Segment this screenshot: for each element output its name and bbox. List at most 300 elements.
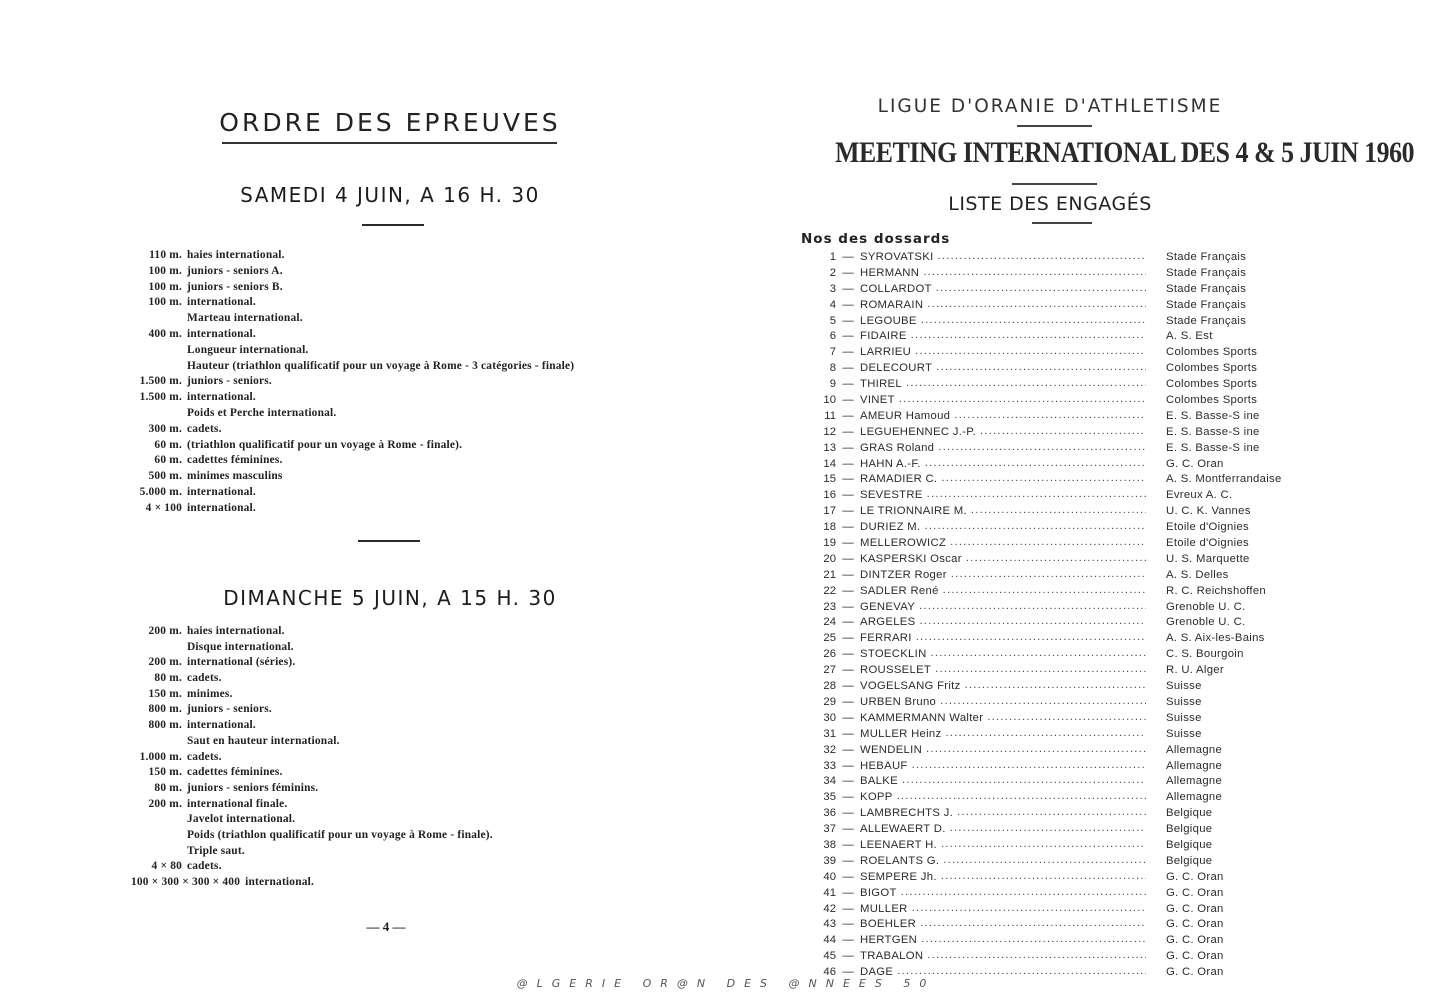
event-description: Triple saut. xyxy=(187,844,245,857)
bib-number: 7 xyxy=(829,346,836,359)
league-underline xyxy=(1017,125,1092,127)
athlete-name: MULLER Heinz xyxy=(860,727,942,740)
entry-name-cell xyxy=(860,568,1146,584)
event-description: international finale. xyxy=(187,797,288,810)
athlete-name: GRAS Roland xyxy=(860,441,935,454)
club-name: Grenoble U. C. xyxy=(1166,616,1246,629)
athlete-name: KASPERSKI Oscar xyxy=(860,552,962,565)
event-distance: 80 m. xyxy=(154,781,182,794)
event-distance xyxy=(120,311,187,327)
bib-number: 40 xyxy=(823,870,836,883)
event-distance xyxy=(120,343,187,359)
club-name: Grenoble U. C. xyxy=(1166,600,1246,613)
dot-leader xyxy=(943,854,1146,870)
club-name: Suisse xyxy=(1166,680,1202,693)
entry-dash: — xyxy=(842,441,854,454)
entry-name-cell xyxy=(860,711,1146,727)
entry-dash: — xyxy=(842,457,854,470)
event-row xyxy=(120,295,680,311)
entry-row xyxy=(810,282,1290,298)
athlete-name: HAHN A.-F. xyxy=(860,457,921,470)
club-name: G. C. Oran xyxy=(1166,457,1224,470)
athlete-name: LEGOUBE xyxy=(860,314,917,327)
dot-leader xyxy=(941,472,1146,488)
dot-leader xyxy=(911,329,1146,345)
entry-row xyxy=(810,615,1290,631)
event-row xyxy=(120,343,680,359)
club-name: C. S. Bourgoin xyxy=(1166,648,1244,661)
entry-dash: — xyxy=(842,330,854,343)
event-description: cadets. xyxy=(187,422,222,435)
event-row xyxy=(120,734,680,750)
day1-event-list xyxy=(120,248,680,517)
entry-row xyxy=(810,488,1290,504)
club-name: A. S. Delles xyxy=(1166,568,1229,581)
event-description: international. xyxy=(187,719,256,732)
entry-row xyxy=(810,949,1290,965)
event-row xyxy=(120,390,680,406)
entries-list xyxy=(810,250,1290,981)
entry-name-cell xyxy=(860,377,1146,393)
entry-row xyxy=(810,759,1290,775)
entry-name-cell xyxy=(860,536,1146,552)
event-row xyxy=(120,501,680,517)
event-distance: 110 m. xyxy=(149,249,182,261)
event-description: cadets. xyxy=(187,750,222,763)
event-description: cadets. xyxy=(187,672,222,685)
club-name: A. S. Aix-les-Bains xyxy=(1166,632,1265,645)
entry-row xyxy=(810,552,1290,568)
event-description: juniors - seniors. xyxy=(187,703,272,716)
event-description: international (séries). xyxy=(187,656,296,669)
event-distance: 1.500 m. xyxy=(139,375,182,388)
entry-name-cell xyxy=(860,409,1146,425)
bib-number: 21 xyxy=(823,568,836,581)
bib-number: 19 xyxy=(823,537,836,550)
event-row xyxy=(120,359,680,375)
entry-name-cell xyxy=(860,361,1146,377)
bib-number: 43 xyxy=(823,918,836,931)
athlete-name: FIDAIRE xyxy=(860,330,907,343)
bib-numbers-label: Nos des dossards xyxy=(801,231,951,247)
entry-dash: — xyxy=(842,251,854,263)
club-name: E. S. Basse-S ine xyxy=(1166,409,1260,422)
dot-leader xyxy=(971,504,1146,520)
club-name: G. C. Oran xyxy=(1166,870,1224,883)
event-description: Disque international. xyxy=(187,640,294,653)
dot-leader xyxy=(927,488,1146,504)
bib-number: 4 xyxy=(829,298,836,311)
entry-row xyxy=(810,679,1290,695)
entry-name-cell xyxy=(860,457,1146,473)
dot-leader xyxy=(919,615,1146,631)
event-description: minimes. xyxy=(187,687,233,700)
club-name: Colombes Sports xyxy=(1166,346,1258,359)
dot-leader xyxy=(940,695,1146,711)
club-name: U. C. K. Vannes xyxy=(1166,505,1251,518)
bib-number: 42 xyxy=(823,902,836,915)
athlete-name: FERRARI xyxy=(860,632,912,645)
club-name: E. S. Basse-S ine xyxy=(1166,441,1260,454)
entry-row xyxy=(810,711,1290,727)
athlete-name: VOGELSANG Fritz xyxy=(860,680,961,693)
club-name: Allemagne xyxy=(1166,743,1223,756)
athlete-name: THIREL xyxy=(860,378,902,391)
entry-name-cell xyxy=(860,298,1146,314)
entry-dash: — xyxy=(842,870,854,883)
entry-dash: — xyxy=(842,378,854,391)
entry-row xyxy=(810,568,1290,584)
athlete-name: BOEHLER xyxy=(860,918,917,931)
bib-number: 22 xyxy=(823,584,836,597)
event-row xyxy=(120,781,680,797)
entry-row xyxy=(810,472,1290,488)
entry-name-cell xyxy=(860,282,1146,298)
bib-number: 10 xyxy=(823,394,836,407)
event-row xyxy=(120,718,680,734)
bib-number: 12 xyxy=(823,425,836,438)
entry-dash: — xyxy=(842,632,854,645)
athlete-name: ARGELES xyxy=(860,616,916,629)
entry-dash: — xyxy=(842,854,854,867)
bib-number: 17 xyxy=(823,505,836,518)
entry-row xyxy=(810,329,1290,345)
athlete-name: SEVESTRE xyxy=(860,489,923,502)
entry-dash: — xyxy=(842,695,854,708)
event-distance xyxy=(120,828,187,844)
entry-name-cell xyxy=(860,790,1146,806)
dot-leader xyxy=(902,774,1146,790)
bib-number: 20 xyxy=(823,552,836,565)
event-row xyxy=(120,311,680,327)
day1-rule xyxy=(362,224,424,226)
entry-row xyxy=(810,886,1290,902)
event-description: (triathlon qualificatif pour un voyage à Rome - finale). xyxy=(187,438,463,451)
dot-leader xyxy=(950,822,1146,838)
entry-row xyxy=(810,822,1290,838)
entries-heading: LISTE DES ENGAGÉS xyxy=(948,193,1152,215)
bib-number: 8 xyxy=(829,362,836,375)
entry-row xyxy=(810,774,1290,790)
club-name: Belgique xyxy=(1166,854,1213,867)
athlete-name: SEMPERE Jh. xyxy=(860,870,937,883)
bib-number: 36 xyxy=(823,807,836,820)
dot-leader xyxy=(957,806,1146,822)
event-distance: 800 m. xyxy=(148,703,182,716)
day2-event-list xyxy=(120,624,680,891)
page-number: — 4 — xyxy=(366,919,406,934)
event-row xyxy=(120,485,680,501)
entry-row xyxy=(810,631,1290,647)
event-description: juniors - seniors A. xyxy=(187,264,283,277)
event-row xyxy=(120,438,680,454)
club-name: G. C. Oran xyxy=(1166,950,1224,963)
event-description: juniors - seniors féminins. xyxy=(187,781,319,794)
league-name: LIGUE D'ORANIE D'ATHLETISME xyxy=(877,96,1223,117)
event-row xyxy=(120,280,680,296)
entry-dash: — xyxy=(842,791,854,804)
entry-name-cell xyxy=(860,393,1146,409)
entry-dash: — xyxy=(842,616,854,629)
athlete-name: ALLEWAERT D. xyxy=(860,823,946,836)
entry-row xyxy=(810,917,1290,933)
event-distance xyxy=(120,812,187,828)
entry-name-cell xyxy=(860,266,1146,282)
entry-name-cell xyxy=(860,727,1146,743)
athlete-name: SYROVATSKI xyxy=(860,251,934,263)
athlete-name: ROUSSELET xyxy=(860,664,932,677)
event-distance: 100 × 300 × 300 × 400 xyxy=(131,876,241,888)
dot-leader xyxy=(901,886,1146,902)
club-name: Evreux A. C. xyxy=(1166,489,1233,502)
dot-leader xyxy=(931,647,1146,663)
athlete-name: ROMARAIN xyxy=(860,298,924,311)
entry-name-cell xyxy=(860,552,1146,568)
event-description: juniors - seniors. xyxy=(187,375,272,388)
event-distance: 800 m. xyxy=(148,719,182,732)
day1-heading: SAMEDI 4 JUIN, A 16 H. 30 xyxy=(240,183,540,207)
bib-number: 41 xyxy=(823,886,836,899)
entry-name-cell xyxy=(860,663,1146,679)
entry-dash: — xyxy=(842,664,854,677)
bib-number: 1 xyxy=(829,251,836,263)
entry-dash: — xyxy=(842,537,854,550)
dot-leader xyxy=(987,711,1146,727)
club-name: Stade Français xyxy=(1166,251,1247,263)
dot-leader xyxy=(938,441,1146,457)
bib-number: 18 xyxy=(823,521,836,534)
entry-row xyxy=(810,345,1290,361)
entry-row xyxy=(810,870,1290,886)
entry-name-cell xyxy=(860,425,1146,441)
event-distance: 200 m. xyxy=(148,656,182,669)
entry-dash: — xyxy=(842,314,854,327)
entry-row xyxy=(810,854,1290,870)
bib-number: 9 xyxy=(829,378,836,391)
dot-leader xyxy=(926,743,1146,759)
bib-number: 2 xyxy=(829,266,836,279)
athlete-name: DINTZER Roger xyxy=(860,568,947,581)
event-row xyxy=(120,655,680,671)
entry-dash: — xyxy=(842,505,854,518)
event-row xyxy=(120,765,680,781)
club-name: R. C. Reichshoffen xyxy=(1166,584,1267,597)
entry-dash: — xyxy=(842,298,854,311)
club-name: Colombes Sports xyxy=(1166,362,1258,375)
event-row xyxy=(120,687,680,703)
club-name: Colombes Sports xyxy=(1166,394,1258,407)
athlete-name: LE TRIONNAIRE M. xyxy=(860,505,967,518)
dot-leader xyxy=(938,250,1146,266)
athlete-name: BALKE xyxy=(860,775,898,788)
event-row xyxy=(120,624,680,640)
event-distance xyxy=(120,844,187,860)
dot-leader xyxy=(943,584,1146,600)
athlete-name: HERTGEN xyxy=(860,934,918,947)
entry-name-cell xyxy=(860,917,1146,933)
entry-dash: — xyxy=(842,282,854,295)
athlete-name: DURIEZ M. xyxy=(860,521,921,534)
meeting-title: MEETING INTERNATIONAL DES 4 & 5 JUIN 1960 xyxy=(835,136,1415,169)
entry-name-cell xyxy=(860,345,1146,361)
event-description: international. xyxy=(187,485,256,498)
entry-row xyxy=(810,727,1290,743)
watermark: @LGERIE OR@N DES @NNEES 50 xyxy=(516,977,936,990)
event-distance: 500 m. xyxy=(148,470,182,483)
bib-number: 24 xyxy=(823,616,836,629)
entries-underline xyxy=(1032,222,1092,224)
entry-row xyxy=(810,298,1290,314)
bib-number: 15 xyxy=(823,473,836,486)
athlete-name: MELLEROWICZ xyxy=(860,537,947,550)
entry-name-cell xyxy=(860,822,1146,838)
entry-name-cell xyxy=(860,838,1146,854)
bib-number: 25 xyxy=(823,632,836,645)
event-distance: 400 m. xyxy=(148,327,182,340)
athlete-name: HERMANN xyxy=(860,266,920,279)
event-distance: 1.500 m. xyxy=(139,391,182,404)
bib-number: 32 xyxy=(823,743,836,756)
club-name: Suisse xyxy=(1166,711,1202,724)
entry-row xyxy=(810,504,1290,520)
event-row xyxy=(120,750,680,766)
entry-name-cell xyxy=(860,329,1146,345)
entry-name-cell xyxy=(860,949,1146,965)
dot-leader xyxy=(927,949,1146,965)
entry-name-cell xyxy=(860,886,1146,902)
entry-dash: — xyxy=(842,918,854,931)
club-name: Allemagne xyxy=(1166,759,1223,772)
event-description: Marteau international. xyxy=(187,312,303,325)
event-distance xyxy=(120,406,187,422)
club-name: U. S. Marquette xyxy=(1166,552,1250,565)
club-name: Etoile d'Oignies xyxy=(1166,521,1249,534)
entry-row xyxy=(810,695,1290,711)
event-row xyxy=(120,828,680,844)
athlete-name: STOECKLIN xyxy=(860,648,927,661)
club-name: A. S. Montferrandaise xyxy=(1166,473,1282,486)
event-distance: 150 m. xyxy=(148,687,182,700)
day2-heading: DIMANCHE 5 JUIN, A 15 H. 30 xyxy=(223,586,557,610)
bib-number: 44 xyxy=(823,934,836,947)
entry-row xyxy=(810,902,1290,918)
entry-row xyxy=(810,663,1290,679)
bib-number: 33 xyxy=(823,759,836,772)
event-row xyxy=(120,797,680,813)
bib-number: 27 xyxy=(823,664,836,677)
event-distance xyxy=(120,640,187,656)
dot-leader xyxy=(936,282,1146,298)
athlete-name: ROELANTS G. xyxy=(860,854,940,867)
bib-number: 29 xyxy=(823,695,836,708)
club-name: G. C. Oran xyxy=(1166,902,1224,915)
event-row xyxy=(120,875,680,891)
event-distance: 150 m. xyxy=(148,766,182,779)
athlete-name: GENEVAY xyxy=(860,600,916,613)
dot-leader xyxy=(950,536,1146,552)
event-description: Poids (triathlon qualificatif pour un voyage à Rome - finale). xyxy=(187,828,493,841)
club-name: Colombes Sports xyxy=(1166,378,1258,391)
event-description: international. xyxy=(245,876,315,888)
entry-dash: — xyxy=(842,489,854,502)
bib-number: 39 xyxy=(823,854,836,867)
entry-row xyxy=(810,600,1290,616)
bib-number: 14 xyxy=(823,457,836,470)
entry-name-cell xyxy=(860,870,1146,886)
entry-dash: — xyxy=(842,759,854,772)
event-distance: 60 m. xyxy=(154,438,182,451)
athlete-name: AMEUR Hamoud xyxy=(860,409,951,422)
bib-number: 3 xyxy=(829,282,836,295)
entry-name-cell xyxy=(860,520,1146,536)
entry-row xyxy=(810,584,1290,600)
dot-leader xyxy=(906,377,1146,393)
entry-name-cell xyxy=(860,647,1146,663)
entry-name-cell xyxy=(860,695,1146,711)
event-distance: 100 m. xyxy=(148,264,182,277)
bib-number: 45 xyxy=(823,950,836,963)
dot-leader xyxy=(919,600,1146,616)
entry-name-cell xyxy=(860,743,1146,759)
event-distance: 5.000 m. xyxy=(139,485,182,498)
entry-row xyxy=(810,314,1290,330)
dot-leader xyxy=(924,520,1146,536)
entry-name-cell xyxy=(860,615,1146,631)
event-description: international. xyxy=(187,296,256,309)
event-description: Poids et Perche international. xyxy=(187,406,337,419)
event-row xyxy=(120,812,680,828)
event-description: cadettes féminines. xyxy=(187,766,283,779)
dot-leader xyxy=(916,631,1146,647)
event-distance: 80 m. xyxy=(154,672,182,685)
bib-number: 37 xyxy=(823,823,836,836)
entry-row xyxy=(810,520,1290,536)
event-distance: 100 m. xyxy=(148,296,182,309)
bib-number: 30 xyxy=(823,711,836,724)
entry-name-cell xyxy=(860,902,1146,918)
title-underline xyxy=(222,142,557,144)
athlete-name: LEGUEHENNEC J.-P. xyxy=(860,425,977,438)
event-row xyxy=(120,702,680,718)
dot-leader xyxy=(965,679,1146,695)
dot-leader xyxy=(951,568,1146,584)
athlete-name: COLLARDOT xyxy=(860,282,932,295)
athlete-name: KAMMERMANN Walter xyxy=(860,711,984,724)
athlete-name: VINET xyxy=(860,394,895,407)
dot-leader xyxy=(941,838,1146,854)
bib-number: 31 xyxy=(823,727,836,740)
event-row xyxy=(120,327,680,343)
event-distance: 4 × 80 xyxy=(151,860,182,873)
bib-number: 23 xyxy=(823,600,836,613)
dot-leader xyxy=(935,663,1146,679)
athlete-name: DAGE xyxy=(860,966,894,979)
entry-name-cell xyxy=(860,314,1146,330)
bib-number: 35 xyxy=(823,791,836,804)
dot-leader xyxy=(915,345,1146,361)
dot-leader xyxy=(912,902,1146,918)
entry-dash: — xyxy=(842,823,854,836)
entry-dash: — xyxy=(842,552,854,565)
club-name: R. U. Alger xyxy=(1166,664,1224,677)
entry-dash: — xyxy=(842,966,854,979)
event-description: minimes masculins xyxy=(187,470,283,483)
event-distance xyxy=(120,734,187,750)
athlete-name: SADLER René xyxy=(860,584,939,597)
entry-name-cell xyxy=(860,806,1146,822)
club-name: Suisse xyxy=(1166,695,1202,708)
bib-number: 13 xyxy=(823,441,836,454)
